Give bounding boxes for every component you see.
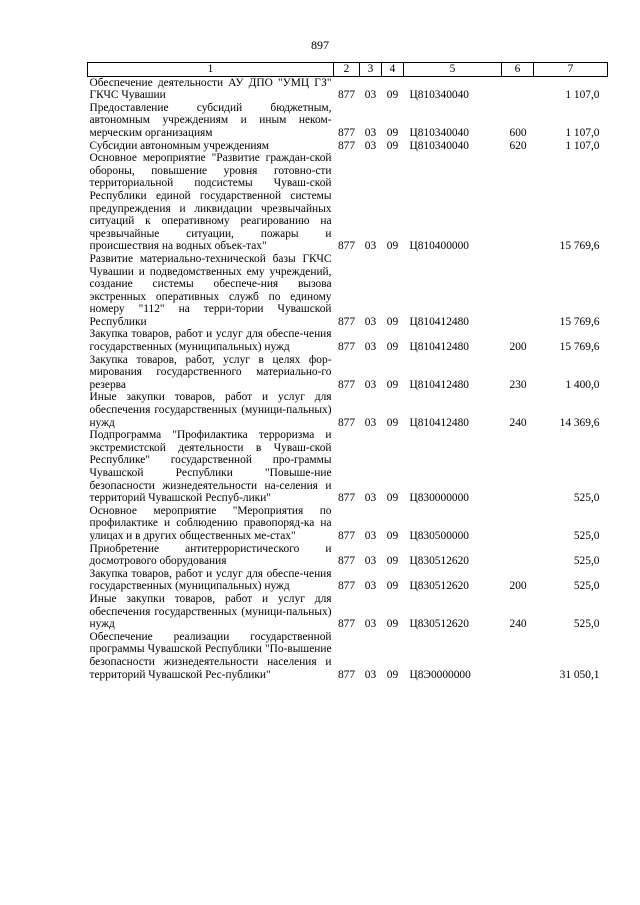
row-pr: 09 (386, 668, 399, 681)
row-csr: Ц830512620 (409, 555, 469, 568)
page-number: 897 (311, 38, 329, 52)
table-row (88, 593, 608, 631)
header-cell-pr: 4 (382, 63, 404, 77)
row-pr: 09 (386, 139, 399, 152)
row-pr: 09 (386, 492, 399, 505)
row-name: Основное мероприятие "Мероприятия по профилактике и соблюдению правопоряд-ка на улицах и в других общественных ме-стах" (89, 504, 332, 542)
row-vr (502, 253, 534, 329)
row-name: Подпрограмма "Профилактика терроризма и экстремистской деятельности в Чуваш-ской Республике" государственной про-граммы Чувашской Республики "Повыше-ние безопасности жизнедеятельности на-селения и территорий Чувашской Респуб-лики" (89, 429, 332, 505)
row-vr: 240 (509, 618, 527, 631)
row-csr: Ц830512620 (409, 618, 469, 631)
row-csr: Ц810340040 (409, 139, 469, 152)
row-pr: 09 (386, 618, 399, 631)
row-vr: 230 (509, 378, 527, 391)
row-name: Закупка товаров, работ, услуг в целях фор-мирования государственного материально-го резерва (89, 353, 332, 391)
budget-table (87, 62, 608, 681)
table-row (88, 429, 608, 505)
row-csr: Ц810412480 (409, 416, 469, 429)
row-csr: Ц8Э0000000 (409, 668, 471, 681)
row-rz: 03 (364, 492, 377, 505)
table-row (88, 543, 608, 568)
row-name: Иные закупки товаров, работ и услуг для обеспечения государственных (муници-пальных) нужд (89, 391, 332, 429)
table-row (88, 505, 608, 543)
row-vr: 240 (509, 416, 527, 429)
row-rz: 03 (364, 668, 377, 681)
row-name: Приобретение антитеррористического и досмотрового оборудования (89, 542, 332, 568)
row-csr: Ц830000000 (409, 492, 469, 505)
row-csr: Ц810340040 (409, 126, 469, 139)
row-sum: 1 107,0 (565, 89, 600, 102)
table-row (88, 76, 608, 102)
row-csr: Ц810340040 (409, 89, 469, 102)
row-rz: 03 (364, 341, 377, 354)
row-sum: 525,0 (573, 580, 600, 593)
row-sum: 1 107,0 (565, 139, 600, 152)
row-gr: 877 (337, 668, 356, 681)
row-sum: 525,0 (573, 529, 600, 542)
row-gr: 877 (337, 580, 356, 593)
row-rz: 03 (364, 126, 377, 139)
row-vr (502, 543, 534, 568)
row-pr: 09 (386, 555, 399, 568)
header-cell-vr: 6 (502, 63, 534, 77)
row-csr: Ц830500000 (409, 529, 469, 542)
row-rz: 03 (364, 378, 377, 391)
row-csr: Ц810412480 (409, 315, 469, 328)
row-vr (502, 76, 534, 102)
row-pr: 09 (386, 580, 399, 593)
row-gr: 877 (337, 315, 356, 328)
row-rz: 03 (364, 315, 377, 328)
row-gr: 877 (337, 126, 356, 139)
table-row (88, 328, 608, 353)
row-vr (502, 631, 534, 681)
header-cell-gr: 2 (334, 63, 360, 77)
table-row (88, 354, 608, 392)
row-rz: 03 (364, 555, 377, 568)
row-pr: 09 (386, 315, 399, 328)
row-name: Обеспечение реализации государственной программы Чувашской Республики "По-вышение безопасности жизнедеятельности населения и территорий Чувашской Рес-публики" (89, 630, 332, 681)
row-vr (502, 505, 534, 543)
row-vr: 600 (509, 126, 527, 139)
header-row (88, 63, 608, 77)
row-sum: 1 400,0 (565, 378, 600, 391)
table-row (88, 102, 608, 140)
row-vr: 200 (509, 580, 527, 593)
row-csr: Ц810412480 (409, 341, 469, 354)
row-sum: 31 050,1 (559, 668, 600, 681)
row-gr: 877 (337, 492, 356, 505)
row-gr: 877 (337, 341, 356, 354)
row-pr: 09 (386, 89, 399, 102)
row-name: Закупка товаров, работ и услуг для обеспе-чения государственных (муниципальных) нужд (89, 567, 332, 593)
row-sum: 15 769,6 (559, 315, 600, 328)
row-sum: 14 369,6 (559, 416, 600, 429)
row-pr: 09 (386, 416, 399, 429)
row-csr: Ц810400000 (409, 240, 469, 253)
row-sum: 525,0 (573, 618, 600, 631)
row-gr: 877 (337, 240, 356, 253)
row-pr: 09 (386, 126, 399, 139)
row-name: Основное мероприятие "Развитие граждан-ской обороны, повышение уровня готовно-сти территориальной подсистемы Чуваш-ской Республики единой государственной системы предупреждения и ликвидации чрезвычайных ситуаций к оперативному реагированию на чрезвычайные ситуации, пожары и происшествия на водных объек-тах" (89, 152, 332, 253)
row-gr: 877 (337, 529, 356, 542)
row-name: Обеспечение деятельности АУ ДПО "УМЦ ГЗ" ГКЧС Чувашии (89, 76, 332, 102)
table-row (88, 152, 608, 253)
row-rz: 03 (364, 416, 377, 429)
row-rz: 03 (364, 580, 377, 593)
row-vr: 620 (509, 139, 527, 152)
row-name: Иные закупки товаров, работ и услуг для обеспечения государственных (муници-пальных) нужд (89, 592, 332, 631)
row-gr: 877 (337, 378, 356, 391)
row-rz: 03 (364, 618, 377, 631)
row-gr: 877 (337, 555, 356, 568)
row-name: Предоставление субсидий бюджетным, автономным учреждениям и иным неком-мерческим организациям (89, 101, 332, 139)
row-sum: 525,0 (573, 555, 600, 568)
header-cell-csr: 5 (404, 63, 502, 77)
row-name: Закупка товаров, работ и услуг для обеспе-чения государственных (муниципальных) нужд (89, 328, 332, 354)
row-rz: 03 (364, 139, 377, 152)
row-gr: 877 (337, 618, 356, 631)
row-gr: 877 (337, 139, 356, 152)
row-sum: 525,0 (573, 492, 600, 505)
row-rz: 03 (364, 240, 377, 253)
table-row (88, 568, 608, 593)
header-cell-sum: 7 (534, 63, 608, 77)
row-vr (502, 429, 534, 505)
row-rz: 03 (364, 529, 377, 542)
row-sum: 15 769,6 (559, 240, 600, 253)
row-gr: 877 (337, 89, 356, 102)
row-pr: 09 (386, 341, 399, 354)
table-row (88, 253, 608, 329)
row-sum: 15 769,6 (559, 341, 600, 354)
row-name: Субсидии автономным учреждениям (89, 139, 269, 152)
row-sum: 1 107,0 (565, 126, 600, 139)
row-vr: 200 (509, 341, 527, 354)
row-pr: 09 (386, 529, 399, 542)
row-gr: 877 (337, 416, 356, 429)
header-cell-rz: 3 (360, 63, 382, 77)
row-vr (502, 152, 534, 253)
table-row (88, 391, 608, 429)
row-rz: 03 (364, 89, 377, 102)
row-name: Развитие материально-технической базы ГКЧС Чувашии и подведомственных ему учреждений, создание системы обеспече-ния вызова экстренных оперативных служб по единому номеру "112" на терри-тории Чувашской Республики (89, 252, 332, 328)
header-cell-name: 1 (88, 63, 334, 77)
row-csr: Ц830512620 (409, 580, 469, 593)
row-pr: 09 (386, 378, 399, 391)
table-row (88, 140, 608, 153)
table-row (88, 631, 608, 681)
row-csr: Ц810412480 (409, 378, 469, 391)
row-pr: 09 (386, 240, 399, 253)
